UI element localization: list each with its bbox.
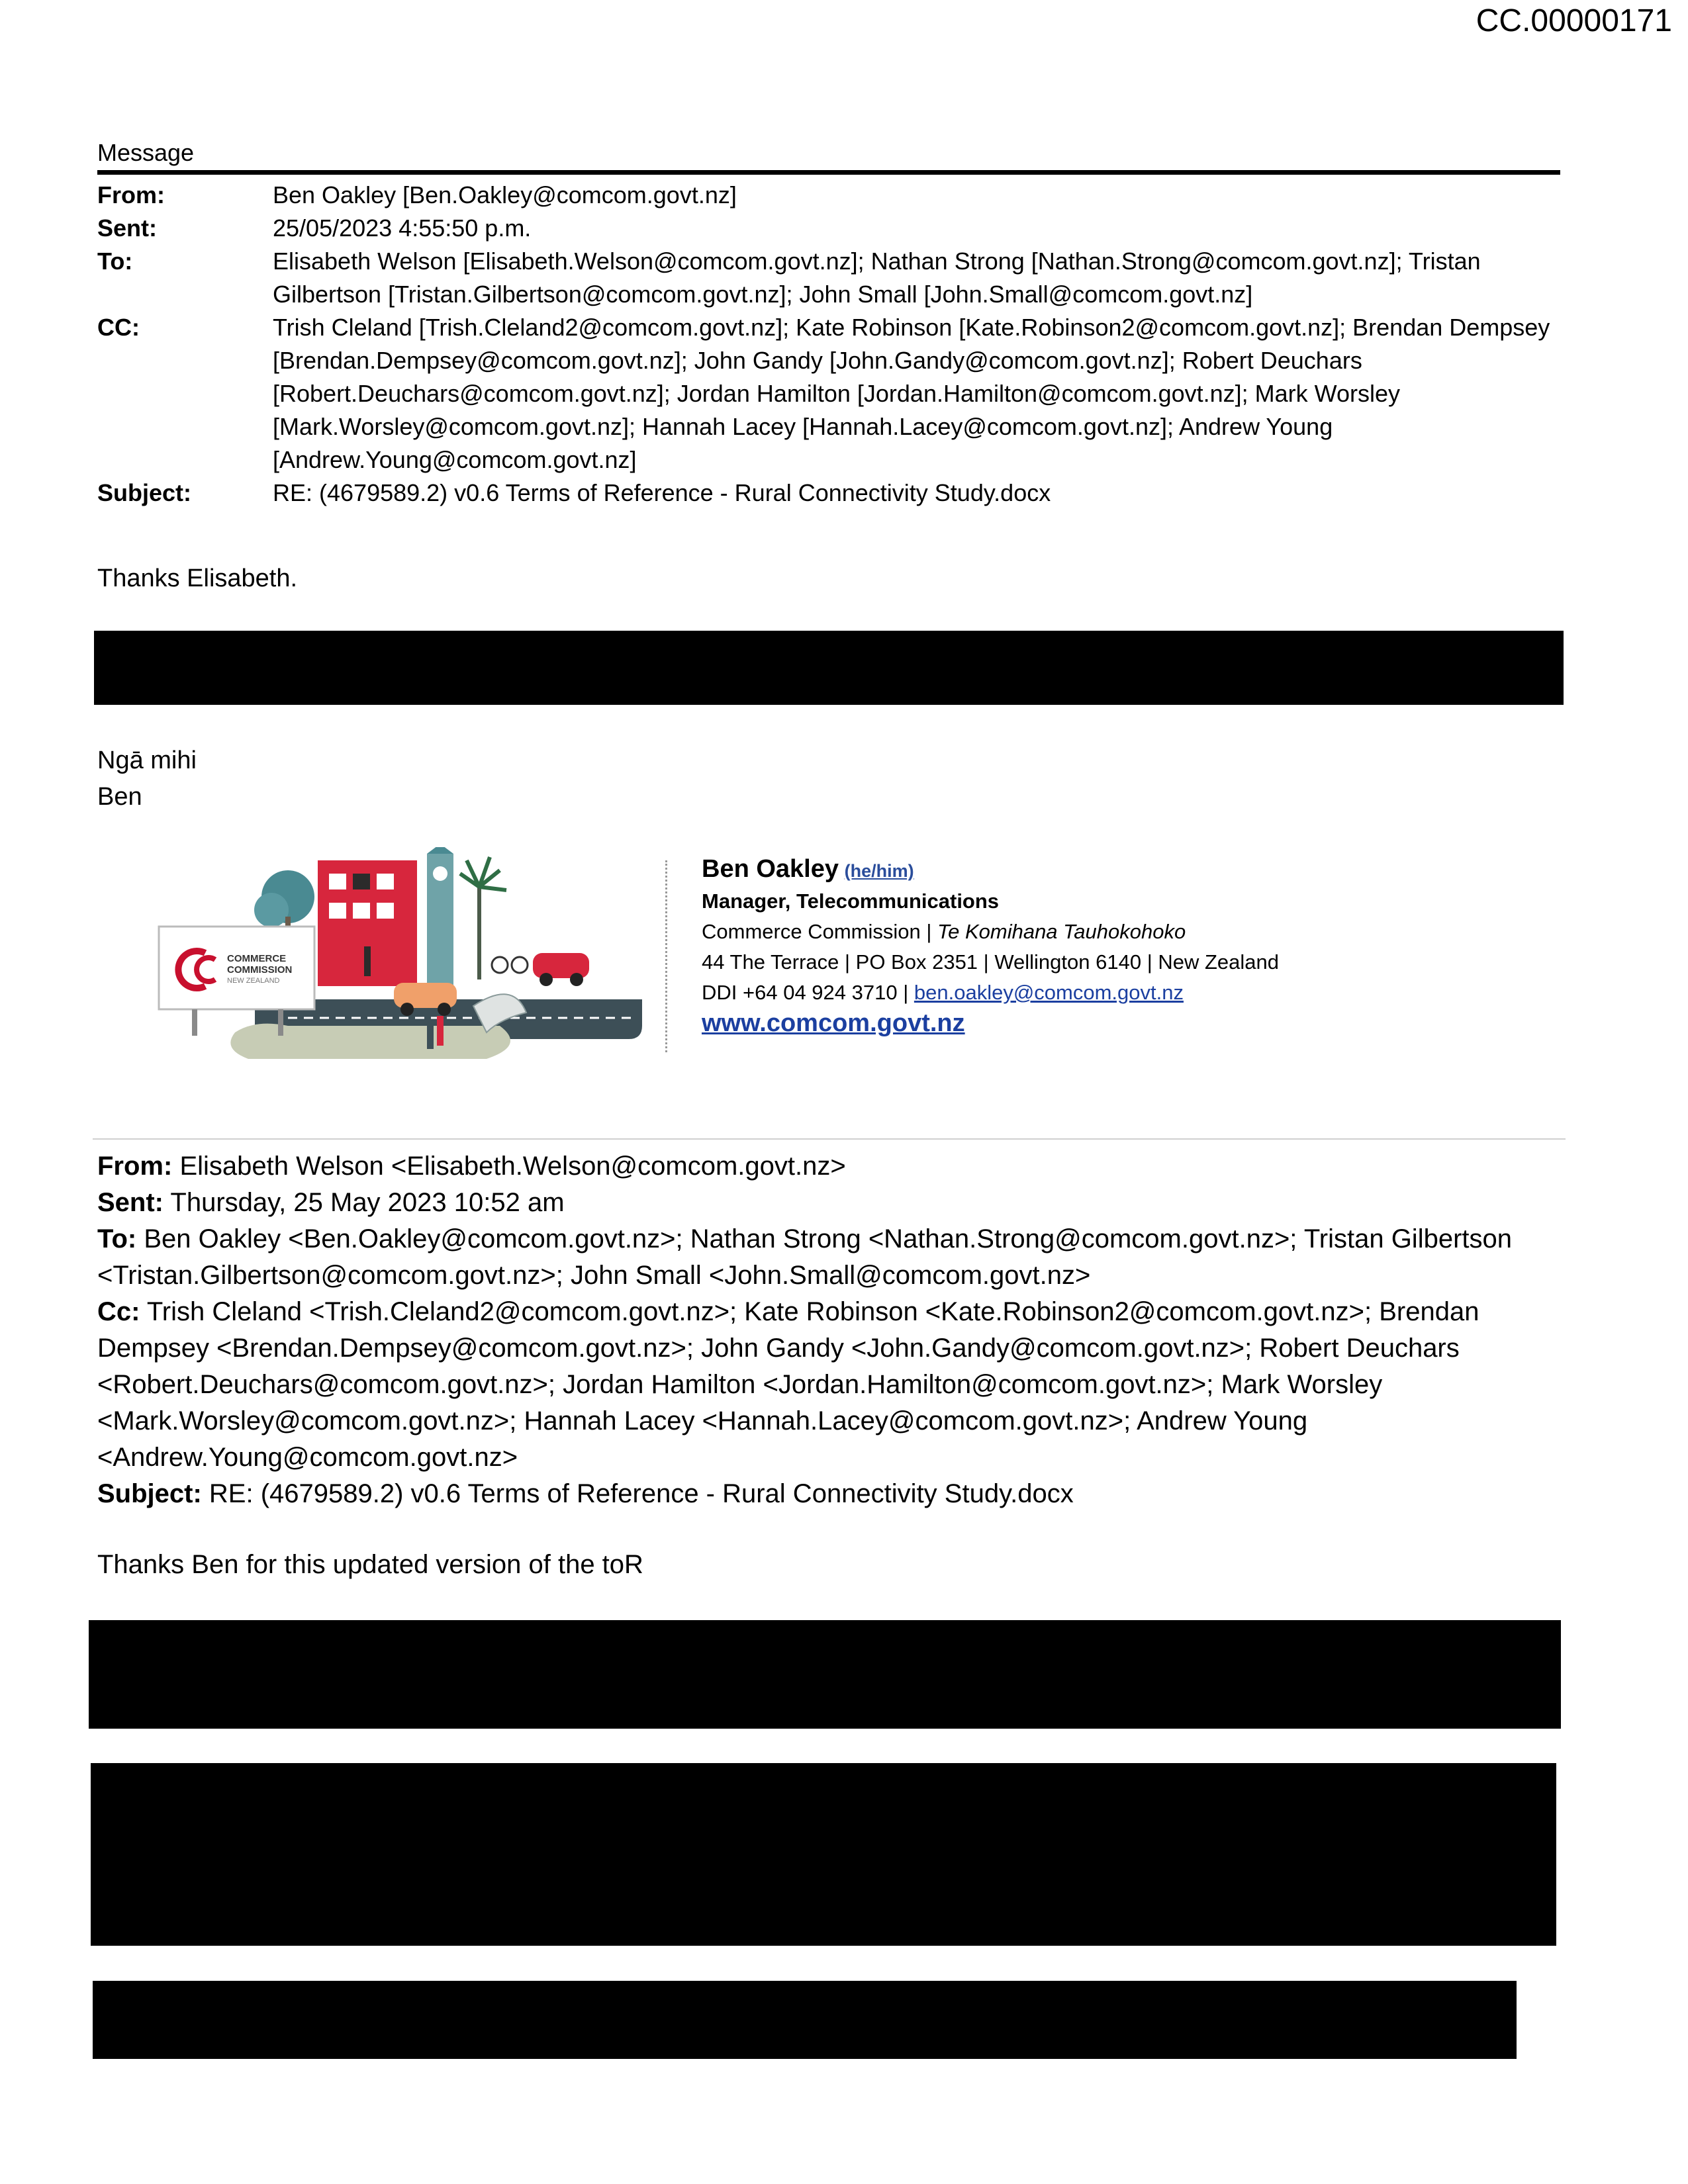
forward-from-line xyxy=(97,1148,1560,1185)
sent-label: Sent: xyxy=(97,214,157,242)
wheel xyxy=(570,973,583,986)
header-divider xyxy=(97,170,1560,175)
org-name-maori: Te Komihana Tauhokohoko xyxy=(937,920,1186,943)
redaction-block xyxy=(89,1620,1561,1729)
redaction-block xyxy=(91,1763,1556,1946)
window xyxy=(329,903,346,919)
logo-text-3: NEW ZEALAND xyxy=(227,977,280,985)
signature-name-row xyxy=(702,854,1279,886)
forward-sent-label: Sent: xyxy=(97,1188,164,1217)
signoff-line-2: Ben xyxy=(97,783,142,811)
bicycle-wheel xyxy=(512,957,528,973)
website-link[interactable]: www.comcom.govt.nz xyxy=(702,1009,965,1037)
forward-cc-label: Cc: xyxy=(97,1297,140,1326)
forward-to-value: Ben Oakley <Ben.Oakley@comcom.govt.nz>; Nathan Strong <Nathan.Strong@comcom.govt.nz>; Tristan Gilbertson <Tristan.Gilbertson@comcom.govt.nz>; John Small <John.Small@comcom.govt.nz> xyxy=(97,1224,1512,1290)
forwarded-message xyxy=(97,1148,1560,1583)
person-icon xyxy=(427,1019,434,1049)
forward-subject-label: Subject: xyxy=(97,1479,202,1508)
forward-divider xyxy=(93,1138,1566,1140)
forward-from-value: Elisabeth Welson <Elisabeth.Welson@comcom.govt.nz> xyxy=(172,1152,846,1181)
signoff-line-1: Ngā mihi xyxy=(97,747,197,774)
org-name: Commerce Commission | xyxy=(702,920,938,943)
forward-cc-value: Trish Cleland <Trish.Cleland2@comcom.govt.nz>; Kate Robinson <Kate.Robinson2@comcom.govt.nz>; Brendan Dempsey <Brendan.Dempsey@comcom.govt.nz>; John Gandy <John.Gandy@comcom.govt.nz>; Robert Deuchars <Robert.Deuchars@comcom.govt.nz>; Jordan Hamilton <Jordan.Hamilton@comcom.govt.nz>; Mark Worsley <Mark.Worsley@comcom.govt.nz>; Hannah Lacey <Hannah.Lacey@comcom.govt.nz>; Andrew Young <Andrew.Young@comcom.govt.nz> xyxy=(97,1297,1479,1472)
signature-org xyxy=(702,917,1279,947)
from-value: Ben Oakley [Ben.Oakley@comcom.govt.nz] xyxy=(273,181,737,208)
window xyxy=(329,874,346,889)
commerce-commission-illustration xyxy=(156,847,642,1066)
from-label: From: xyxy=(97,181,165,208)
to-label: To: xyxy=(97,248,133,275)
forward-subject-value: RE: (4679589.2) v0.6 Terms of Reference - Rural Connectivity Study.docx xyxy=(201,1479,1074,1508)
sent-value: 25/05/2023 4:55:50 p.m. xyxy=(273,214,532,242)
cc-label: CC: xyxy=(97,314,140,341)
logo-text-2: COMMISSION xyxy=(227,964,293,976)
subject-value: RE: (4679589.2) v0.6 Terms of Reference - Rural Connectivity Study.docx xyxy=(273,479,1051,506)
palm-tree-icon xyxy=(460,857,506,890)
forward-subject-line xyxy=(97,1476,1560,1512)
forward-to-label: To: xyxy=(97,1224,137,1253)
forward-body: Thanks Ben for this updated version of the toR xyxy=(97,1550,643,1579)
forward-sent-line xyxy=(97,1185,1560,1221)
to-value: Elisabeth Welson [Elisabeth.Welson@comcom.govt.nz]; Nathan Strong [Nathan.Strong@comcom.govt.nz]; Tristan Gilbertson [Tristan.Gilbertson@comcom.govt.nz]; John Small [John.Small@comcom.govt.nz] xyxy=(273,248,1481,308)
forward-sent-value: Thursday, 25 May 2023 10:52 am xyxy=(164,1188,565,1217)
window xyxy=(353,874,370,889)
greeting-text: Thanks Elisabeth. xyxy=(97,565,298,592)
signature-divider xyxy=(665,860,667,1052)
tower-roof xyxy=(427,847,453,854)
redaction-block xyxy=(93,1981,1517,2059)
document-id: CC.00000171 xyxy=(1476,3,1672,38)
tree-icon xyxy=(254,893,289,927)
sign-post xyxy=(278,1009,283,1036)
wheel xyxy=(539,973,553,986)
email-link[interactable]: ben.oakley@comcom.govt.nz xyxy=(914,981,1184,1004)
wheel xyxy=(400,1003,414,1016)
ddi-phone: DDI +64 04 924 3710 | xyxy=(702,981,914,1004)
person-icon xyxy=(437,1016,444,1046)
clock-face xyxy=(433,866,447,881)
subject-label: Subject: xyxy=(97,479,192,506)
forward-from-label: From: xyxy=(97,1152,173,1181)
ground-shape xyxy=(230,1024,510,1059)
signature-block xyxy=(702,854,1279,1038)
palm-trunk xyxy=(477,887,481,979)
wheel xyxy=(438,1003,451,1016)
signature-name: Ben Oakley xyxy=(702,855,839,883)
person-icon xyxy=(364,946,371,976)
cc-value: Trish Cleland [Trish.Cleland2@comcom.govt.nz]; Kate Robinson [Kate.Robinson2@comcom.govt.nz]; Brendan Dempsey [Brendan.Dempsey@comcom.govt.nz]; John Gandy [John.Gandy@comcom.govt.nz]; Robert Deuchars [Robert.Deuchars@comcom.govt.nz]; Jordan Hamilton [Jordan.Hamilton@comcom.govt.nz]; Mark Worsley [Mark.Worsley@comcom.govt.nz]; Hannah Lacey [Hannah.Lacey@comcom.govt.nz]; Andrew Young [Andrew.Young@comcom.govt.nz] xyxy=(273,314,1550,473)
window xyxy=(377,903,394,919)
bicycle-icon xyxy=(492,957,508,973)
signature-pronouns[interactable]: (he/him) xyxy=(844,861,914,881)
logo-text-1: COMMERCE xyxy=(227,953,287,964)
redaction-block xyxy=(94,631,1564,705)
message-label: Message xyxy=(97,139,195,166)
window xyxy=(377,874,394,889)
signature-title: Manager, Telecommunications xyxy=(702,889,1000,913)
signature-address: 44 The Terrace | PO Box 2351 | Wellington 6140 | New Zealand xyxy=(702,950,1280,974)
signature-contact xyxy=(702,978,1279,1008)
forward-to-line xyxy=(97,1221,1560,1294)
window xyxy=(353,903,370,919)
forward-cc-line xyxy=(97,1294,1560,1476)
sign-post xyxy=(192,1009,197,1036)
